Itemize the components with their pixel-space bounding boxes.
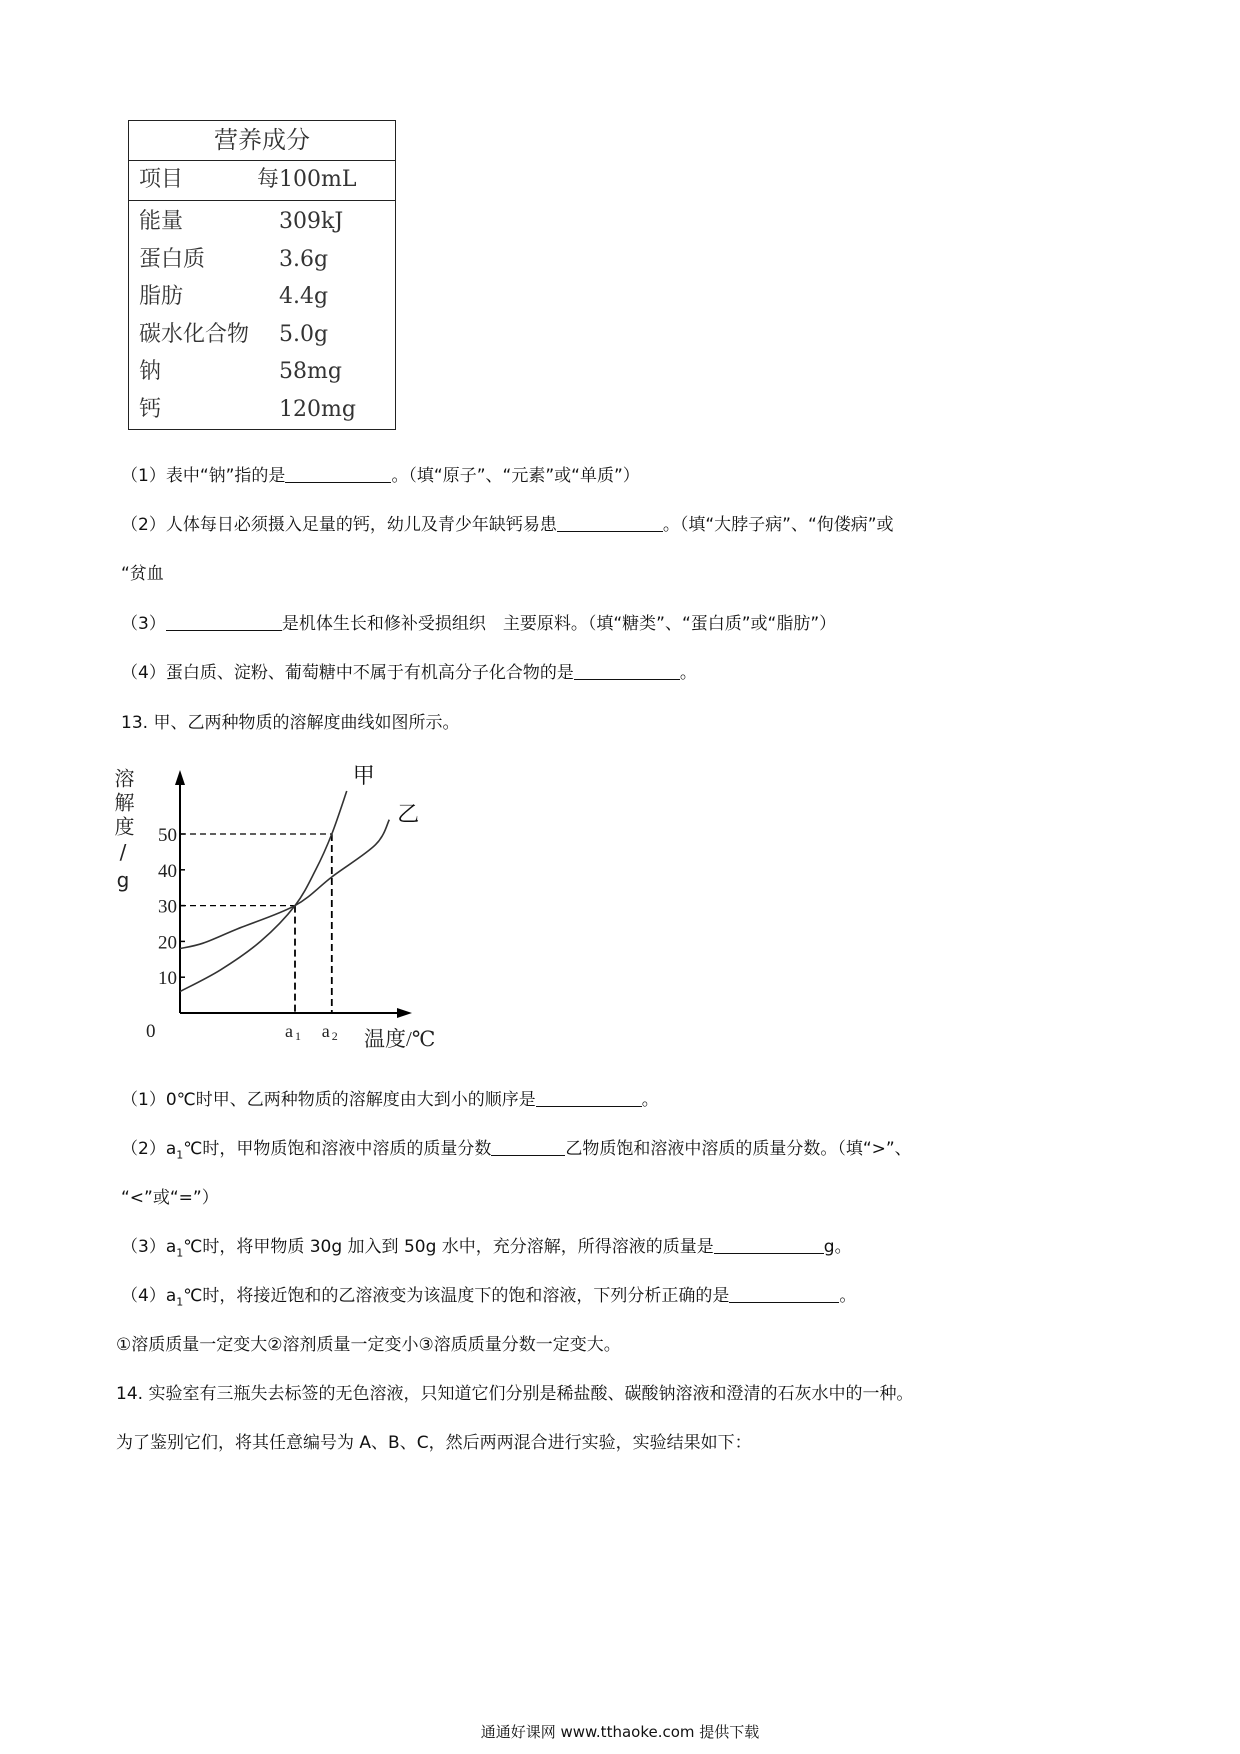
q13-part2-cont: “<”或“=”） <box>121 1188 219 1208</box>
q13-part4-num: （4）a <box>121 1286 177 1306</box>
subscript: 1 <box>176 1246 184 1260</box>
q14-line1: 14. 实验室有三瓶失去标签的无色溶液，只知道它们分别是稀盐酸、碳酸钠溶液和澄清的石灰水中的一种。 <box>116 1384 914 1404</box>
y-tick-label: 40 <box>158 860 177 882</box>
y-tick-label: 20 <box>158 932 177 954</box>
series-line-jia <box>180 791 347 991</box>
answer-blank[interactable] <box>536 1089 642 1107</box>
x-axis-arrow-icon <box>397 1008 412 1018</box>
q13-part1-end: 。 <box>641 1090 659 1110</box>
q13-part2-text: ℃时，甲物质饱和溶液中溶质的质量分数 <box>183 1139 492 1159</box>
q12-part1-text: （1）表中“钠”指的是 <box>121 466 286 486</box>
y-axis-label: 溶解度/g <box>111 768 135 896</box>
row-label: 钙 <box>139 396 162 422</box>
q13-part4-text: ℃时，将接近饱和的乙溶液变为该温度下的饱和溶液，下列分析正确的是 <box>183 1286 730 1306</box>
q13-options: ①溶质质量一定变大②溶剂质量一定变小③溶质质量分数一定变大。 <box>116 1335 621 1355</box>
q13-part1-text: （1）0℃时甲、乙两种物质的溶解度由大到小的顺序是 <box>121 1090 536 1110</box>
q13-part2 <box>121 1137 912 1161</box>
x-marker-label-a2: a <box>321 1021 330 1041</box>
row-value: 3.6g <box>279 246 329 272</box>
row-label: 蛋白质 <box>139 246 206 272</box>
x-marker-label-a1: a <box>285 1021 293 1041</box>
series-label-yi: 乙 <box>397 801 420 827</box>
q12-part3-num: （3） <box>121 614 166 634</box>
row-value: 4.4g <box>279 284 329 309</box>
row-value: 120mg <box>279 396 356 422</box>
q13-part2-text2: 乙物质饱和溶液中溶质的质量分数。（填“>”、 <box>565 1139 912 1159</box>
answer-blank[interactable] <box>714 1236 824 1254</box>
answer-blank[interactable] <box>729 1285 839 1303</box>
y-tick-label: 30 <box>158 896 177 918</box>
q12-part4-text: （4）蛋白质、淀粉、葡萄糖中不属于有机高分子化合物的是 <box>121 663 574 683</box>
q13-part3-num: （3）a <box>121 1237 177 1257</box>
x-marker-subscript-a2: 2 <box>331 1029 338 1043</box>
row-label: 脂肪 <box>139 284 184 309</box>
row-value: 58mg <box>279 359 342 384</box>
q12-part2-hint: 。（填“大脖子病”、“佝偻病”或 <box>662 515 894 535</box>
q12-part1-hint: 。（填“原子”、“元素”或“单质”） <box>391 466 640 486</box>
q13-part3-unit: g。 <box>823 1237 852 1257</box>
row-value: 309kJ <box>279 209 344 234</box>
q12-part2-cont: “贫血 <box>121 564 164 584</box>
x-axis-label: 温度/℃ <box>364 1027 436 1051</box>
series-line-yi <box>180 820 389 949</box>
q12-part2-text: （2）人体每日必须摄入足量的钙，幼儿及青少年缺钙易患 <box>121 515 557 535</box>
row-label: 能量 <box>139 209 184 234</box>
q13-part4-end: 。 <box>839 1286 857 1306</box>
q13-part1 <box>121 1088 659 1112</box>
nutrition-table-title: 营养成分 <box>129 121 395 161</box>
q13-stem: 13. 甲、乙两种物质的溶解度曲线如图所示。 <box>121 713 460 733</box>
series-label-jia: 甲 <box>352 763 375 789</box>
q12-part4-end: 。 <box>679 663 697 683</box>
y-tick-label: 10 <box>158 968 177 990</box>
header-per100ml: 每100mL <box>257 167 357 192</box>
q13-part3-text: ℃时，将甲物质 30g 加入到 50g 水中，充分溶解，所得溶液的质量是 <box>183 1237 714 1257</box>
footer-watermark: 通通好课网 www.tthaoke.com 提供下载 <box>480 1723 760 1741</box>
subscript: 1 <box>176 1295 184 1309</box>
row-label: 碳水化合物 <box>139 321 250 347</box>
q12-part3-text: 是机体生长和修补受损组织 主要原料。（填“糖类”、“蛋白质”或“脂肪”） <box>281 614 837 634</box>
answer-blank[interactable] <box>491 1138 565 1156</box>
header-item: 项目 <box>139 167 184 192</box>
x-marker-subscript-a1: 1 <box>295 1029 301 1043</box>
q13-part2-num: （2）a <box>121 1139 177 1159</box>
q14-line2: 为了鉴别它们，将其任意编号为 A、B、C，然后两两混合进行实验，实验结果如下： <box>116 1433 752 1453</box>
q13-part4 <box>121 1284 856 1308</box>
subscript: 1 <box>176 1148 184 1162</box>
row-value: 5.0g <box>279 321 329 347</box>
y-axis-arrow-icon <box>175 770 185 785</box>
y-tick-label: 50 <box>158 825 177 846</box>
origin-label: 0 <box>146 1021 156 1042</box>
row-label: 钠 <box>139 359 162 384</box>
q13-part3 <box>121 1235 852 1259</box>
